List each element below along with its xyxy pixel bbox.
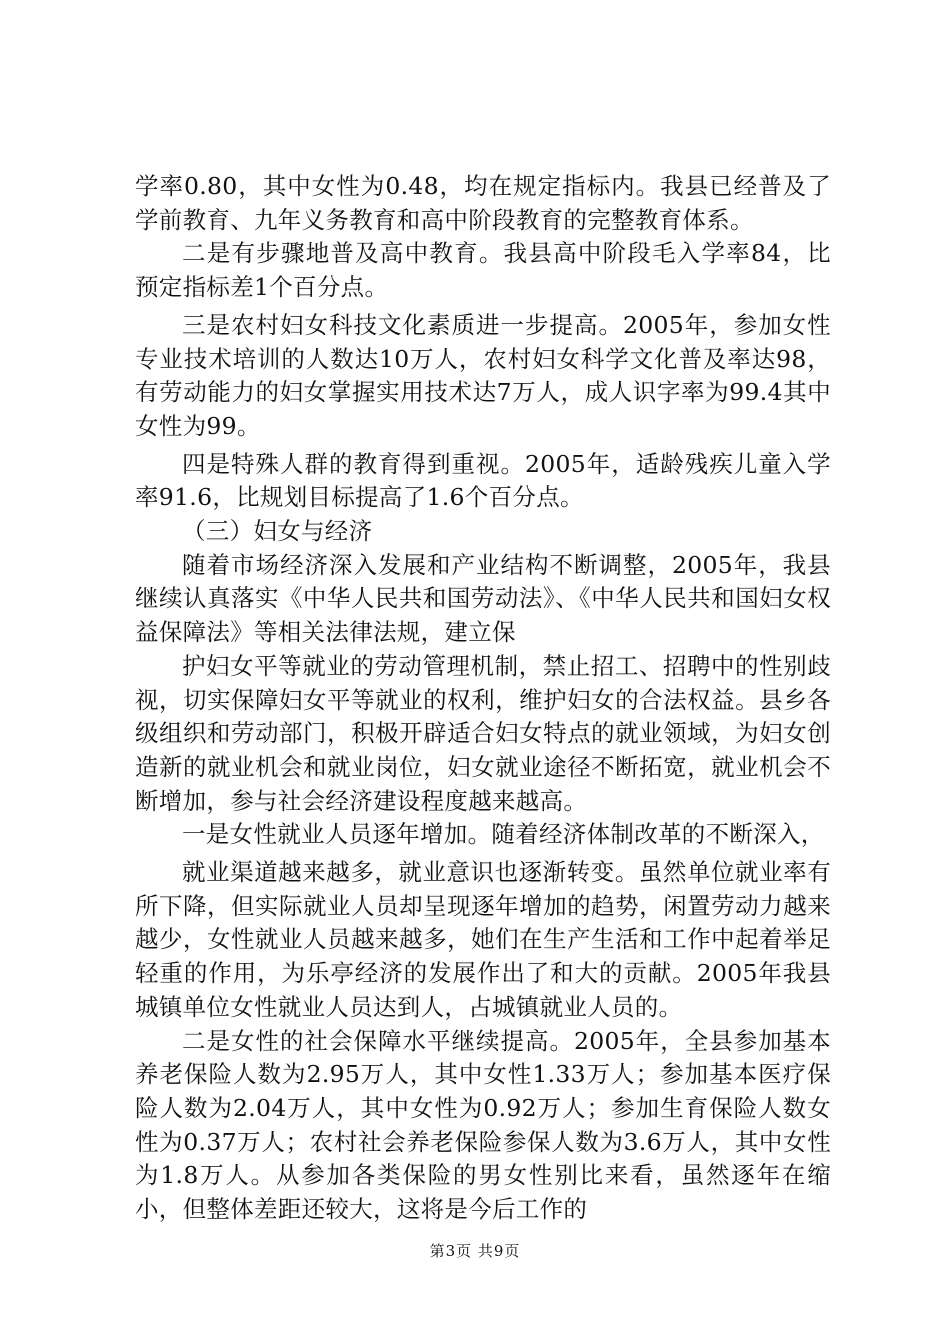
paragraph-high-school: 二是有步骤地普及高中教育。我县高中阶段毛入学率84，比预定指标差1个百分点。 [135,239,831,302]
paragraph-employment-channels: 就业渠道越来越多，就业意识也逐渐转变。虽然单位就业率有所下降，但实际就业人员却呈现逐年增加的趋势，闲置劳动力越来越少，女性就业人员越来越多，她们在生产生活和工作中起着举足轻重的作用，为乐亭经济的发展作出了和大的贡献。2005年我县城镇单位女性就业人员达到人，占城镇就业人员的。 [135,858,831,1021]
paragraph-special-education: 四是特殊人群的教育得到重视。2005年，适龄残疾儿童入学率91.6，比规划目标提高了1.6个百分点。 [135,449,831,512]
paragraph-market-economy: 随着市场经济深入发展和产业结构不断调整，2005年，我县继续认真落实《中华人民共和国劳动法》、《中华人民共和国妇女权益保障法》等相关法律法规，建立保 [135,550,831,647]
paragraph-equal-employment: 护妇女平等就业的劳动管理机制，禁止招工、招聘中的性别歧视，切实保障妇女平等就业的权利，维护妇女的合法权益。县乡各级组织和劳动部门，积极开辟适合妇女特点的就业领域，为妇女创造新的就业机会和就业岗位，妇女就业途径不断拓宽，就业机会不断增加，参与社会经济建设程度越来越高。 [135,651,831,815]
paragraph-social-security: 二是女性的社会保障水平继续提高。2005年，全县参加基本养老保险人数为2.95万人，其中女性1.33万人；参加基本医疗保险人数为2.04万人，其中女性为0.92万人；参加生育保险人数女性为0.37万人；农村社会养老保险参保人数为3.6万人，其中女性为1.8万人。从参加各类保险的男女性别比来看，虽然逐年在缩小，但整体差距还较大，这将是今后工作的 [135,1026,831,1224]
paragraph-rural-women: 三是农村妇女科技文化素质进一步提高。2005年，参加女性专业技术培训的人数达10万人，农村妇女科学文化普及率达98，有劳动能力的妇女掌握实用技术达7万人，成人识字率为99.4其中女性为99。 [135,310,831,440]
paragraph-education-summary: 学率0.80，其中女性为0.48，均在规定指标内。我县已经普及了学前教育、九年义务教育和高中阶段教育的完整教育体系。 [135,172,831,234]
paragraph-female-employment-intro: 一是女性就业人员逐年增加。随着经济体制改革的不断深入， [182,820,825,849]
page-number: 第3页 共9页 [429,1242,521,1260]
document-body [135,170,831,1227]
section-heading-women-economy: （三）妇女与经济 [182,517,373,546]
